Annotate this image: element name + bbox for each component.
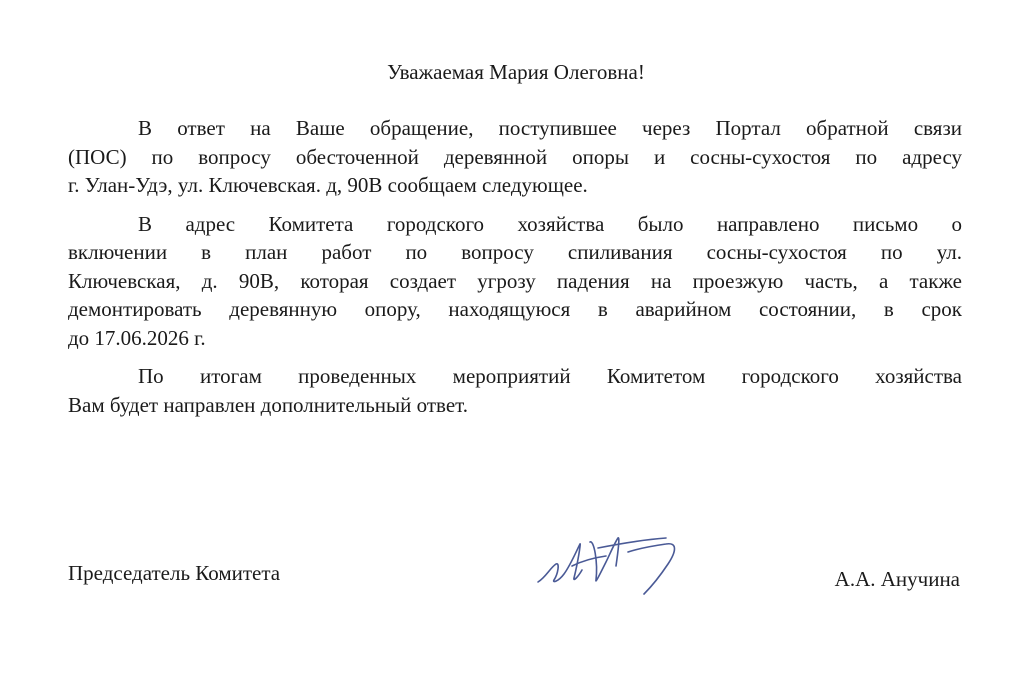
paragraph-line: По итогам проведенных мероприятий Комитетом городского хозяйства [138, 364, 962, 388]
greeting: Уважаемая Мария Олеговна! [387, 60, 645, 84]
paragraph-line: В ответ на Ваше обращение, поступившее через Портал обратной связи [138, 116, 962, 140]
paragraph-3 [68, 362, 962, 419]
signer-name: А.А. Анучина [834, 567, 960, 591]
paragraph-line: Ключевская, д. 90В, которая создает угрозу падения на проезжую часть, а также [68, 268, 962, 293]
paragraph-line: до 17.06.2026 г. [68, 325, 206, 350]
paragraph-line: Вам будет направлен дополнительный ответ. [68, 392, 468, 417]
letter-body [68, 114, 962, 419]
paragraph-line: г. Улан-Удэ, ул. Ключевская. д, 90В сообщаем следующее. [68, 173, 588, 197]
paragraph-2 [68, 210, 962, 353]
paragraph-line: демонтировать деревянную опору, находящуюся в аварийном состоянии, в срок [68, 297, 962, 321]
signer-position: Председатель Комитета [68, 561, 281, 585]
paragraph-line: В адрес Комитета городского хозяйства было направлено письмо о [138, 211, 962, 236]
paragraph-line: включении в план работ по вопросу спиливания сосны-сухостоя по ул. [68, 240, 962, 264]
paragraph-1 [68, 114, 962, 200]
handwritten-signature-icon [528, 522, 698, 602]
paragraph-line: (ПОС) по вопросу обесточенной деревянной опоры и сосны-сухостоя по адресу [68, 144, 962, 169]
